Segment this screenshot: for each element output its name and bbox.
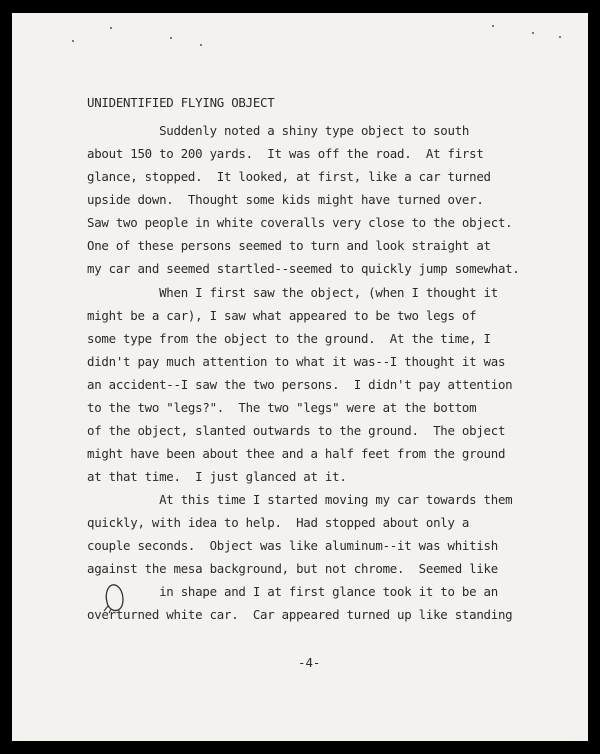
hand-drawn-shape-sketch — [100, 582, 130, 614]
text-line: didn't pay much attention to what it was--I thought it was — [87, 354, 506, 369]
text-line: When I first saw the object, (when I thought it — [87, 285, 498, 300]
paper-speck — [170, 37, 172, 39]
text-line: glance, stopped. It looked, at first, like a car turned — [87, 169, 491, 184]
text-line: quickly, with idea to help. Had stopped about only a — [87, 515, 470, 530]
paper-speck — [559, 36, 561, 38]
text-line: in shape and I at first glance took it to be an — [87, 584, 498, 599]
text-line: One of these persons seemed to turn and look straight at — [87, 238, 491, 253]
paper-speck — [200, 44, 202, 46]
text-line: of the object, slanted outwards to the ground. The object — [87, 423, 506, 438]
document-page — [12, 13, 588, 741]
text-line: at that time. I just glanced at it. — [87, 469, 347, 484]
paper-speck — [72, 40, 74, 42]
text-line: my car and seemed startled--seemed to quickly jump somewhat. — [87, 261, 520, 276]
text-line: Saw two people in white coveralls very close to the object. — [87, 215, 513, 230]
text-line: might have been about thee and a half feet from the ground — [87, 446, 506, 461]
paper-speck — [110, 27, 112, 29]
text-line: to the two "legs?". The two "legs" were at the bottom — [87, 400, 477, 415]
text-line: couple seconds. Object was like aluminum--it was whitish — [87, 538, 498, 553]
paper-speck — [532, 32, 534, 34]
text-line: upside down. Thought some kids might have turned over. — [87, 192, 484, 207]
paper-speck — [492, 25, 494, 27]
text-line: an accident--I saw the two persons. I didn't pay attention — [87, 377, 513, 392]
document-heading: UNIDENTIFIED FLYING OBJECT — [87, 95, 275, 110]
text-line: about 150 to 200 yards. It was off the road. At first — [87, 146, 484, 161]
text-line: Suddenly noted a shiny type object to south — [87, 123, 470, 138]
text-line: some type from the object to the ground. At the time, I — [87, 331, 491, 346]
text-line: against the mesa background, but not chrome. Seemed like — [87, 561, 498, 576]
text-line: might be a car), I saw what appeared to be two legs of — [87, 308, 477, 323]
page-number: -4- — [298, 655, 321, 670]
text-line: overturned white car. Car appeared turned up like standing — [87, 607, 513, 622]
text-line: At this time I started moving my car towards them — [87, 492, 513, 507]
